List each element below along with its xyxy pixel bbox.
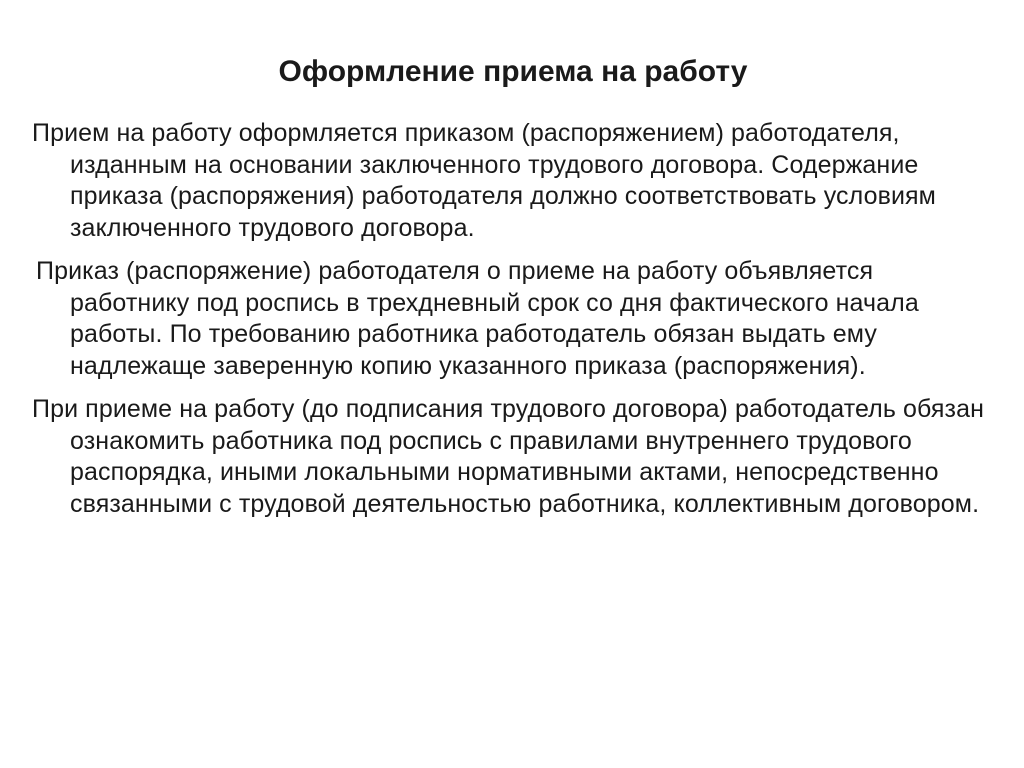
paragraph-hiring-order: Прием на работу оформляется приказом (распоряжением) работодателя, изданным на основании заключенного трудового договора. Содержание приказа (распоряжения) работодателя должно соответствовать условиям заключенного трудового договора. xyxy=(32,119,936,242)
paragraph-familiarization: При приеме на работу (до подписания трудового договора) работодатель обязан ознакомить работника под роспись с правилами внутреннего трудового распорядка, иными локальными нормативными актами, непосредственно связанными с трудовой деятельностью работника, коллективным договором. xyxy=(32,395,984,518)
slide-title: Оформление приема на работу xyxy=(278,55,748,88)
paragraph-order-announcement: Приказ (распоряжение) работодателя о приеме на работу объявляется работнику под роспись в трехдневный срок со дня фактического начала работы. По требованию работника работодатель обязан выдать ему надлежаще заверенную копию указанного приказа (распоряжения). xyxy=(36,257,919,380)
slide-body xyxy=(32,118,994,520)
